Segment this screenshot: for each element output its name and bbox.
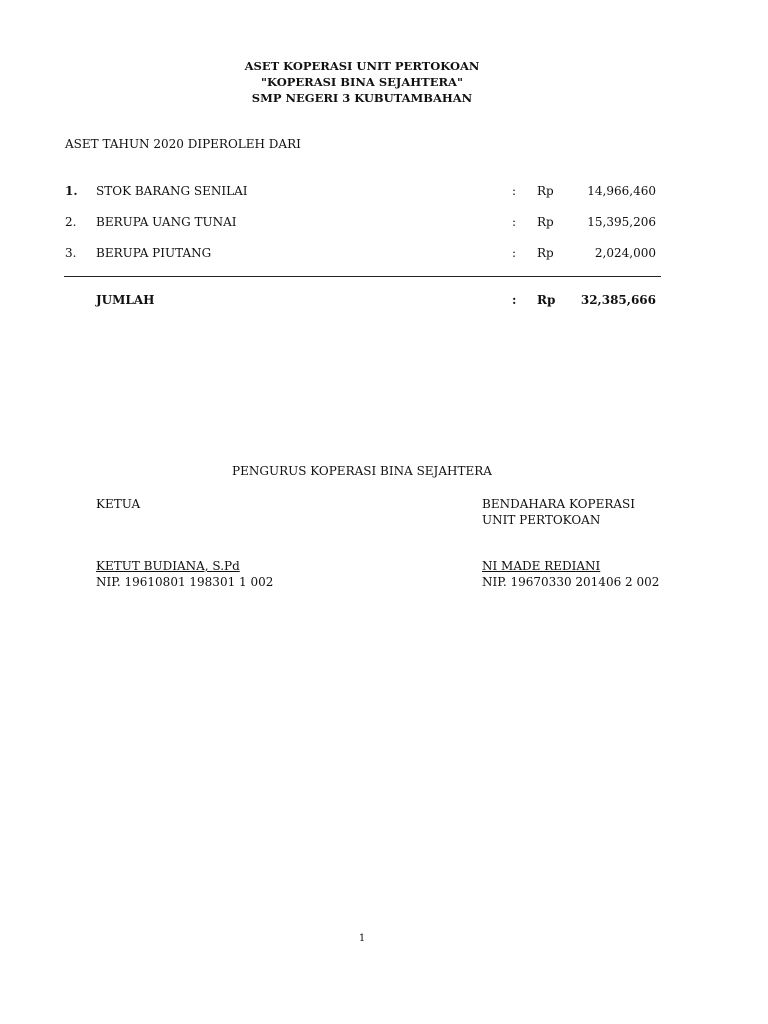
row-currency: Rp <box>537 246 554 260</box>
total-colon: : <box>512 293 517 307</box>
asset-row-3 <box>0 246 768 264</box>
row-number: 1. <box>65 184 78 198</box>
management-title: PENGURUS KOPERASI BINA SEJAHTERA <box>232 464 492 478</box>
row-label: BERUPA UANG TUNAI <box>96 215 237 229</box>
row-number: 3. <box>65 246 77 260</box>
right-signatory <box>482 558 659 590</box>
total-currency: Rp <box>537 293 556 307</box>
right-role-line-2: UNIT PERTOKOAN <box>482 513 601 527</box>
row-amount: 14,966,460 <box>587 184 656 198</box>
right-signatory-name: NI MADE REDIANI <box>482 559 601 573</box>
total-label: JUMLAH <box>96 293 155 307</box>
left-signatory-name: KETUT BUDIANA, S.Pd <box>96 559 240 573</box>
total-amount: 32,385,666 <box>580 293 656 307</box>
row-label: STOK BARANG SENILAI <box>96 184 248 198</box>
total-row <box>0 293 768 311</box>
document-title <box>0 58 724 106</box>
left-signatory <box>96 558 273 590</box>
left-signatory-nip: NIP. 19610801 198301 1 002 <box>96 575 274 589</box>
row-colon: : <box>512 215 517 229</box>
title-line-2: "KOPERASI BINA SEJAHTERA" <box>261 75 463 89</box>
total-divider <box>64 276 661 277</box>
row-label: BERUPA PIUTANG <box>96 246 212 260</box>
intro-text: ASET TAHUN 2020 DIPEROLEH DARI <box>65 137 301 151</box>
row-amount: 2,024,000 <box>594 246 656 260</box>
asset-row-2 <box>0 215 768 233</box>
row-currency: Rp <box>537 184 554 198</box>
row-number: 2. <box>65 215 77 229</box>
title-line-1: ASET KOPERASI UNIT PERTOKOAN <box>244 59 480 73</box>
row-amount: 15,395,206 <box>587 215 656 229</box>
left-signatory-role: KETUA <box>96 497 141 511</box>
row-currency: Rp <box>537 215 554 229</box>
page-number: 1 <box>358 933 366 944</box>
right-role-line-1: BENDAHARA KOPERASI <box>482 497 635 511</box>
row-colon: : <box>512 184 517 198</box>
right-signatory-nip: NIP. 19670330 201406 2 002 <box>482 575 660 589</box>
asset-row-1 <box>0 184 768 202</box>
right-signatory-role <box>482 496 635 528</box>
row-colon: : <box>512 246 517 260</box>
title-line-3: SMP NEGERI 3 KUBUTAMBAHAN <box>251 91 473 105</box>
